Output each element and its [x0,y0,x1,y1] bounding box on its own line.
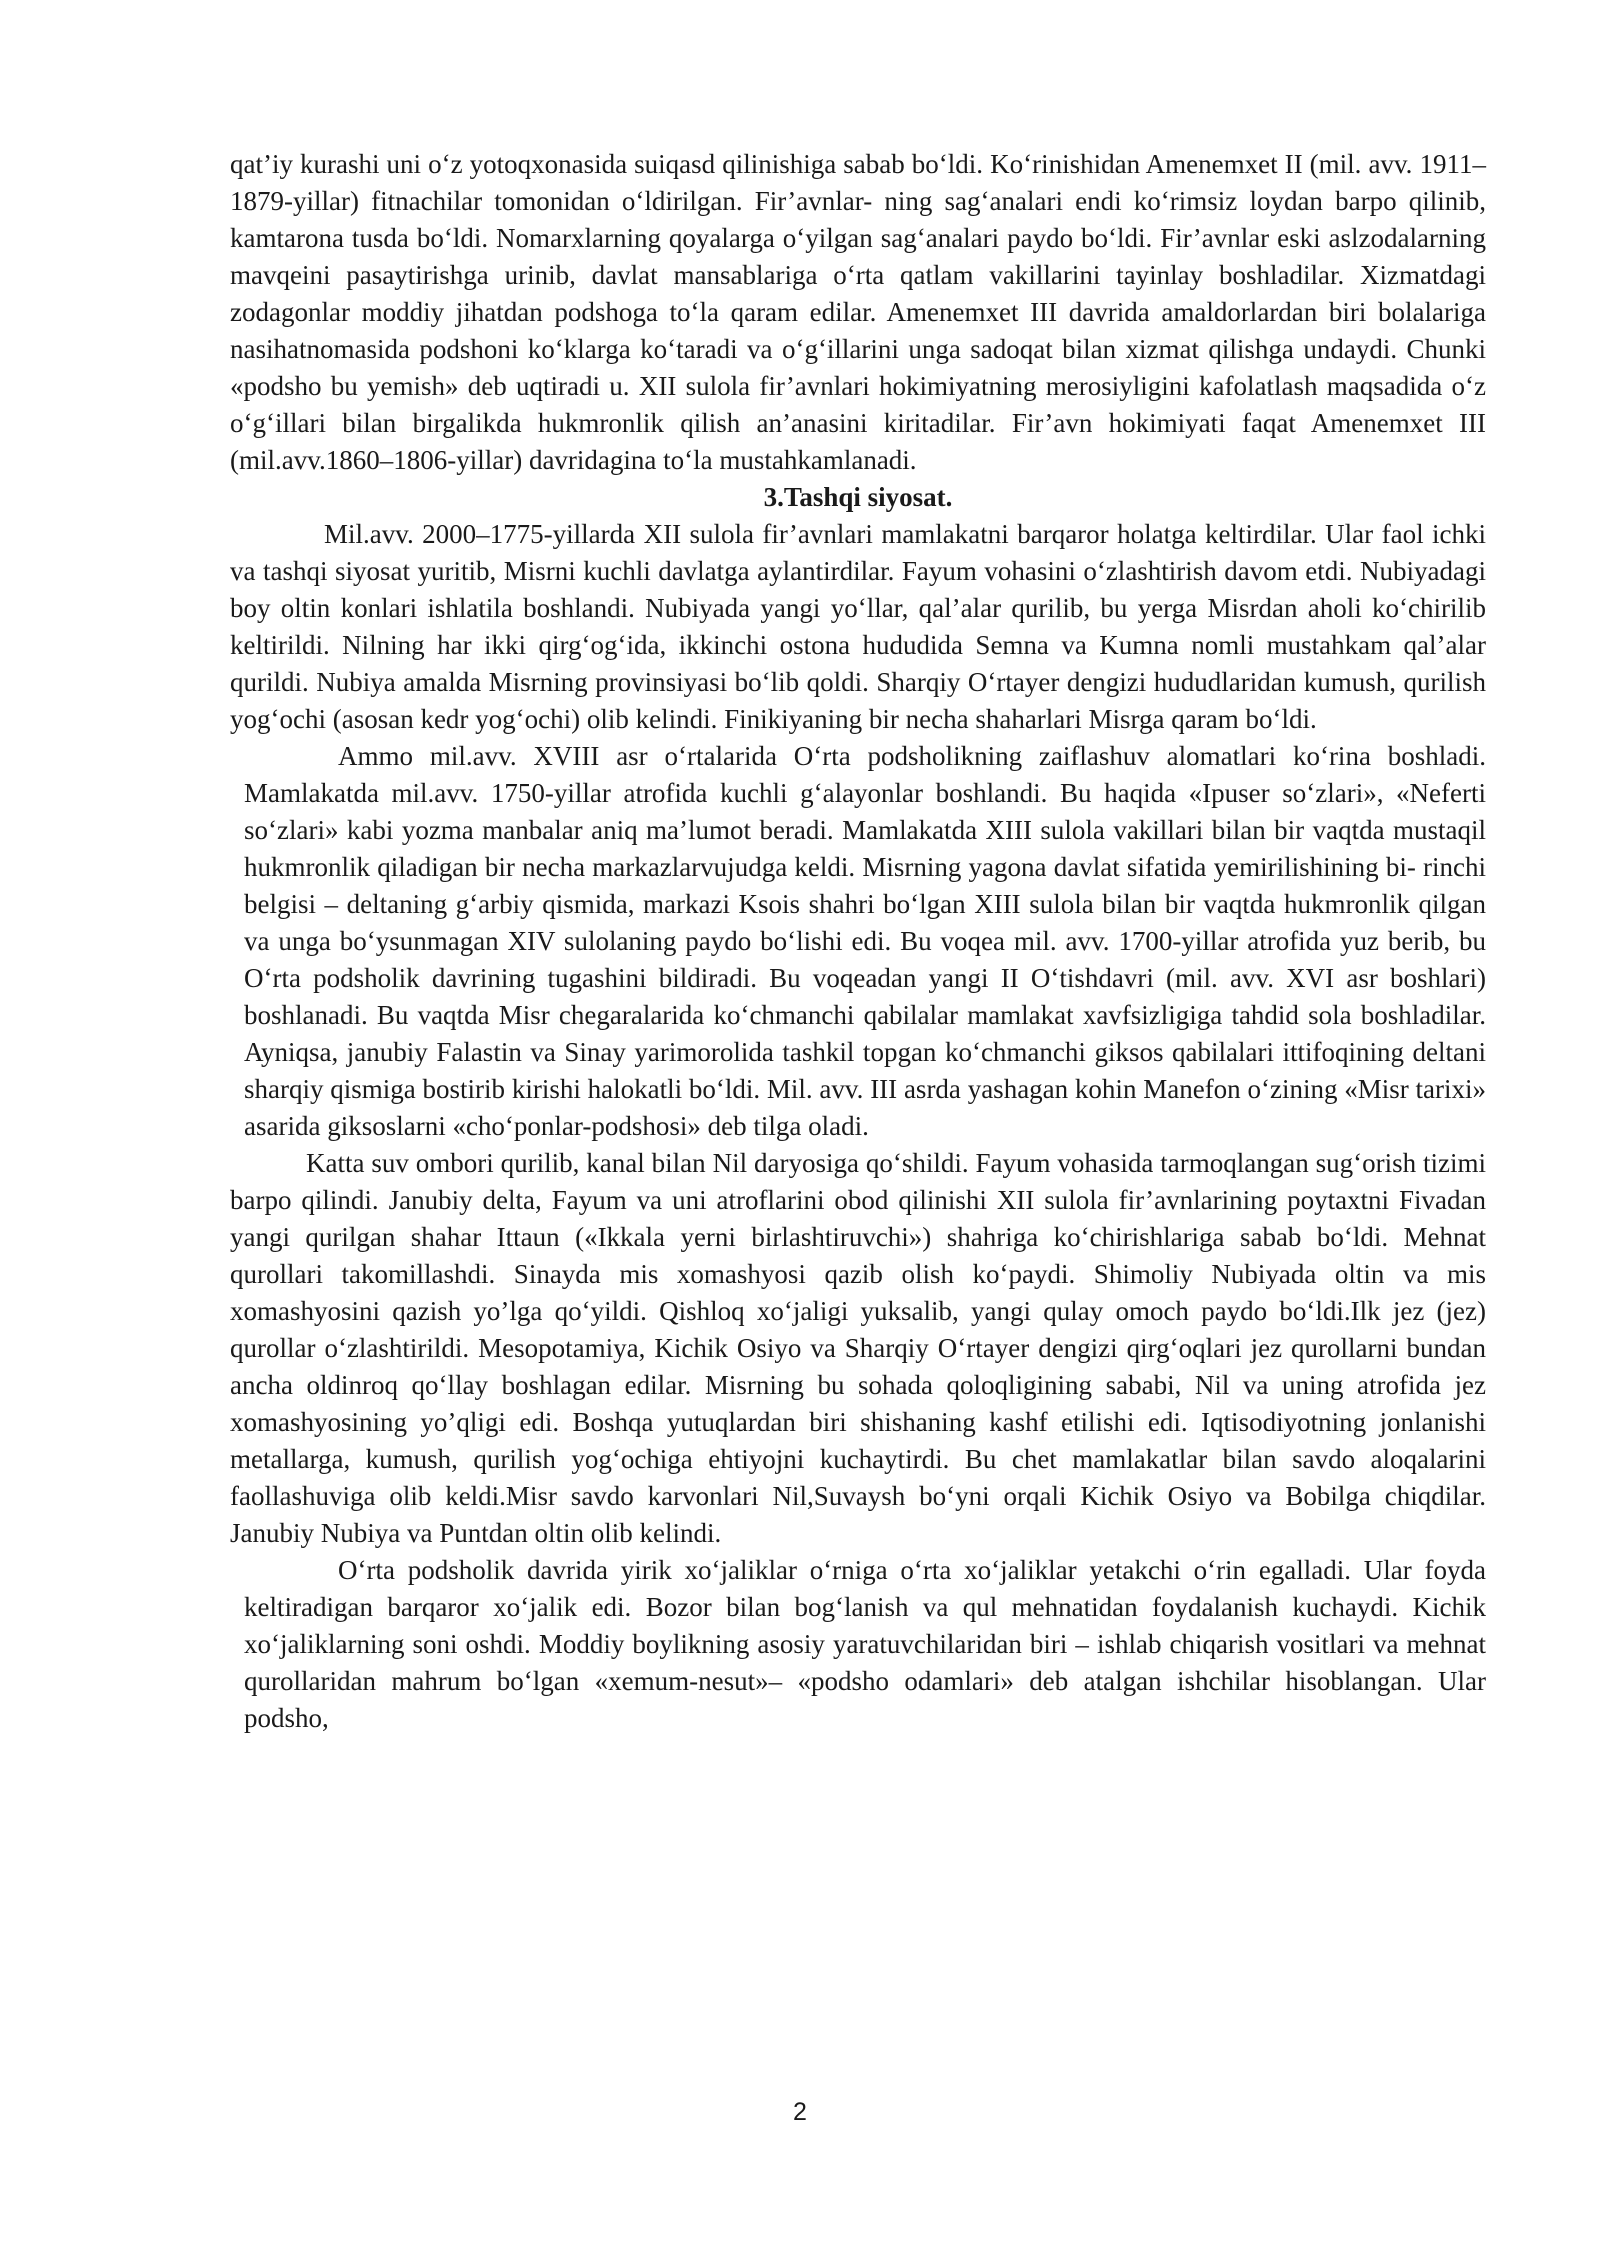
section-heading: 3.Tashqi siyosat. [763,482,953,512]
document-body [230,146,1486,1737]
paragraph-decline: Ammo mil.avv. XVIII asr o‘rtalarida O‘rta podsholikning zaiflashuv alomatlari ko‘rina boshladi. Mamlakatda mil.avv. 1750-yillar atrofida kuchli g‘alayonlar boshlandi. Bu haqida «Ipuser so‘zlari», «Neferti so‘zlari» kabi yozma manbalar aniq ma’lumot beradi. Mamlakatda XIII sulola vakillari bilan bir vaqtda mustaqil hukmronlik qiladigan bir necha markazlarvujudga keldi. Misrning yagona davlat sifatida yemirilishining bi- rinchi belgisi – deltaning g‘arbiy qismida, markazi Ksois shahri bo‘lgan XIII sulola bilan bir vaqtda hukmronlik qilgan va unga bo‘ysunmagan XIV sulolaning paydo bo‘lishi edi. Bu voqea mil. avv. 1700-yillar atrofida yuz berib, bu O‘rta podsholik davrining tugashini bildiradi. Bu voqeadan yangi II O‘tishdavri (mil. avv. XVI asr boshlari) boshlanadi. Bu vaqtda Misr chegaralarida ko‘chmanchi qabilalar mamlakat xavfsizligiga tahdid sola boshladilar. Ayniqsa, janubiy Falastin va Sinay yarimorolida tashkil topgan ko‘chmanchi giksos qabilalari ittifoqining deltani sharqiy qismiga bostirib kirishi halokatli bo‘ldi. Mil. avv. III asrda yashagan kohin Manefon o‘zining «Misr tarixi» asarida giksoslarni «cho‘ponlar-podshosi» deb tilga oladi. [244,741,1486,1141]
page-number: 2 [793,2098,807,2126]
paragraph-foreign-policy: Mil.avv. 2000–1775-yillarda XII sulola fir’avnlari mamlakatni barqaror holatga keltirdilar. Ular faol ichki va tashqi siyosat yuritib, Misrni kuchli davlatga aylantirdilar. Fayum vohasini o‘zlashtirish davom etdi. Nubiyadagi boy oltin konlari ishlatila boshlandi. Nubiyada yangi yo‘llar, qal’alar qurilib, bu yerga Misrdan aholi ko‘chirilib keltirildi. Nilning har ikki qirg‘og‘ida, ikkinchi ostona hududida Semna va Kumna nomli mustahkam qal’alar qurildi. Nubiya amalda Misrning provinsiyasi bo‘lib qoldi. Sharqiy O‘rtayer dengizi hududlaridan kumush, qurilish yog‘ochi (asosan kedr yog‘ochi) olib kelindi. Finikiyaning bir necha shaharlari Misrga qaram bo‘ldi. [230,519,1486,734]
paragraph-economy: Katta suv ombori qurilib, kanal bilan Nil daryosiga qo‘shildi. Fayum vohasida tarmoqlangan sug‘orish tizimi barpo qilindi. Janubiy delta, Fayum va uni atroflarini obod qilinishi XII sulola fir’avnlarining poytaxtni Fivadan yangi qurilgan shahar Ittaun («Ikkala yerni birlashtiruvchi») shahriga ko‘chirishlariga sabab bo‘ldi. Mehnat qurollari takomillashdi. Sinayda mis xomashyosi qazib olish ko‘paydi. Shimoliy Nubiyada oltin va mis xomashyosini qazish yo’lga qo‘yildi. Qishloq xo‘jaligi yuksalib, yangi qulay omoch paydo bo‘ldi.Ilk jez (jez) qurollar o‘zlashtirildi. Mesopotamiya, Kichik Osiyo va Sharqiy O‘rtayer dengizi qirg‘oqlari jez qurollarni bundan ancha oldinroq qo‘llay boshlagan edilar. Misrning bu sohada qoloqligining sababi, Nil va uning atrofida jez xomashyosining yo’qligi edi. Boshqa yutuqlardan biri shishaning kashf etilishi edi. Iqtisodiyotning jonlanishi metallarga, kumush, qurilish yog‘ochiga ehtiyojni kuchaytirdi. Bu chet mamlakatlar bilan savdo aloqalarini faollashuviga olib keldi.Misr savdo karvonlari Nil,Suvaysh bo‘yni orqali Kichik Osiyo va Bobilga chiqdilar. Janubiy Nubiya va Puntdan oltin olib kelindi. [230,1148,1486,1548]
paragraph-social: O‘rta podsholik davrida yirik xo‘jaliklar o‘rniga o‘rta xo‘jaliklar yetakchi o‘rin egalladi. Ular foyda keltiradigan barqaror xo‘jalik edi. Bozor bilan bog‘lanish va qul mehnatidan foydalanish kuchaydi. Kichik xo‘jaliklarning soni oshdi. Moddiy boylikning asosiy yaratuvchilaridan biri – ishlab chiqarish vositlari va mehnat qurollaridan mahrum bo‘lgan «xemum-nesut»– «podsho odamlari» deb atalgan ishchilar hisoblangan. Ular podsho, [244,1555,1486,1733]
paragraph-continuation: qat’iy kurashi uni o‘z yotoqxonasida suiqasd qilinishiga sabab bo‘ldi. Ko‘rinishidan Amenemxet II (mil. avv. 1911–1879-yillar) fitnachilar tomonidan o‘ldirilgan. Fir’avnlar- ning sag‘analari endi ko‘rimsiz loydan barpo qilinib, kamtarona tusda bo‘ldi. Nomarxlarning qoyalarga o‘yilgan sag‘analari paydo bo‘ldi. Fir’avnlar eski aslzodalarning mavqeini pasaytirishga urinib, davlat mansablariga o‘rta qatlam vakillarini tayinlay boshladilar. Xizmatdagi zodagonlar moddiy jihatdan podshoga to‘la qaram edilar. Amenemxet III davrida amaldorlardan biri bolalariga nasihatnomasida podshoni ko‘klarga ko‘taradi va o‘g‘illarini unga sadoqat bilan xizmat qilishga undaydi. Chunki «podsho bu yemish» deb uqtiradi u. XII sulola fir’avnlari hokimiyatning merosiyligini kafolatlash maqsadida o‘z o‘g‘illari bilan birgalikda hukmronlik qilish an’anasini kiritadilar. Fir’avn hokimiyati faqat Amenemxet III (mil.avv.1860–1806-yillar) davridagina to‘la mustahkamlanadi. [230,149,1486,475]
